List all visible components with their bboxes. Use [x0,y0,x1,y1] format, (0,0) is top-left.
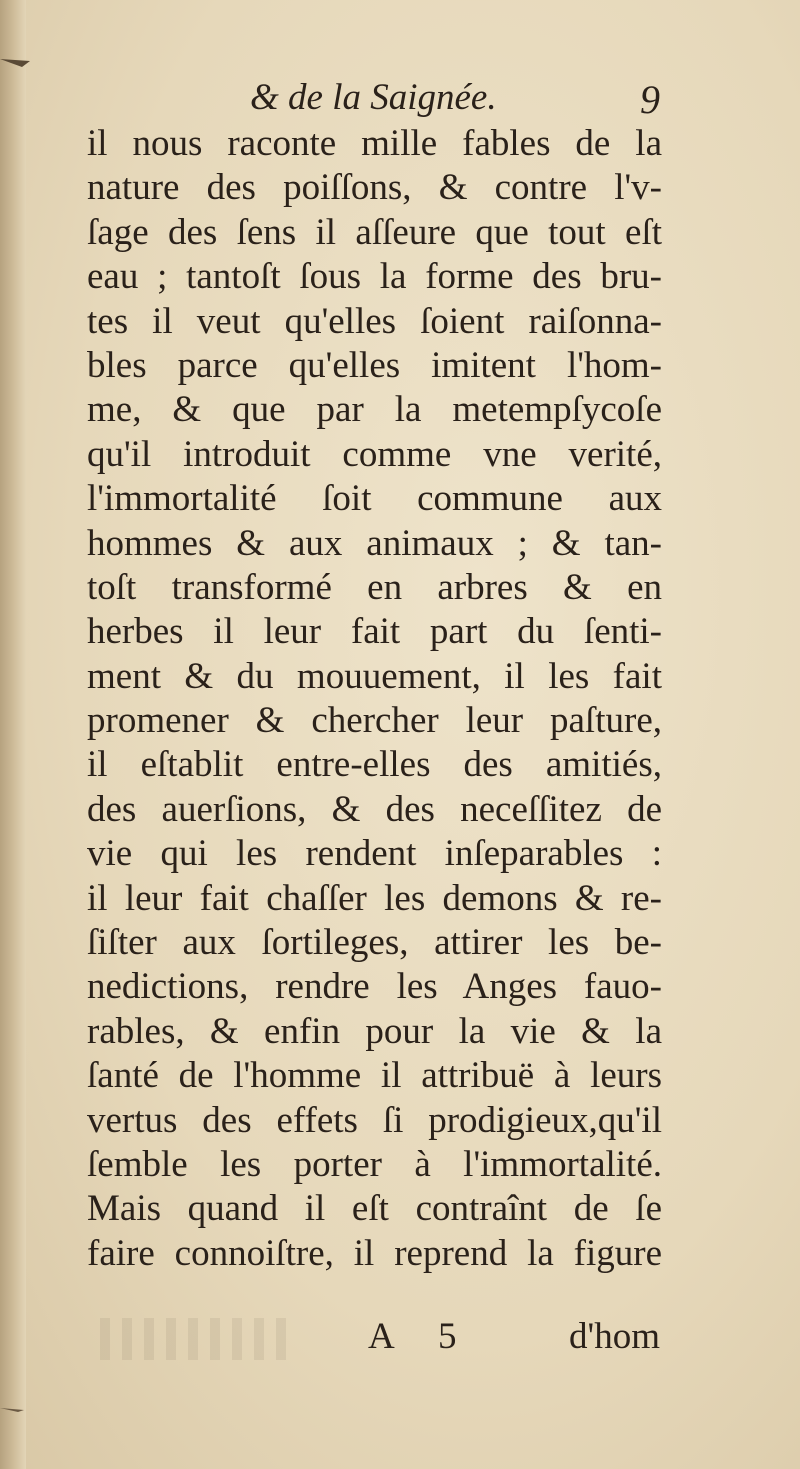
catchword: d'hom [569,1316,660,1357]
text-line: vie qui les rendent inſeparables : [87,833,662,875]
show-through-text [100,1318,290,1360]
text-line: tes il veut qu'elles ſoient raiſonna- [87,300,662,342]
body-text [87,122,662,1276]
signature-letter: A [368,1316,395,1357]
text-line: ſemble les porter à l'immortalité. [87,1143,662,1185]
text-line: ſage des ſens il aſſeure que tout eſt [87,211,662,253]
text-line: faire connoiſtre, il reprend la figure [87,1232,662,1274]
text-line: vertus des effets ſi prodigieux,qu'il [87,1099,662,1141]
running-title: & de la Saignée. [250,77,497,118]
text-line: eau ; tantoſt ſous la forme des bru- [87,256,662,298]
page-gutter [0,0,26,1469]
text-line: herbes il leur fait part du ſenti- [87,611,662,653]
text-line: ſiſter aux ſortileges, attirer les be- [87,922,662,964]
text-line: qu'il introduit comme vne verité, [87,433,662,475]
signature-line [360,1315,660,1363]
text-line: Mais quand il eſt contraînt de ſe [87,1188,662,1230]
text-line: bles parce qu'elles imitent l'hom- [87,344,662,386]
text-line: nature des poiſſons, & contre l'v- [87,167,662,209]
text-line: promener & chercher leur paſture, [87,700,662,742]
margin-mark [0,1405,30,1413]
text-line: il nous raconte mille fables de la [87,123,662,164]
text-line: toſt transformé en arbres & en [87,566,662,608]
text-line: me, & que par la metempſycoſe [87,389,662,431]
signature-number: 5 [438,1316,457,1357]
text-line: nedictions, rendre les Anges fauo- [87,966,662,1008]
binding-thread [0,55,36,69]
text-line: il leur fait chaſſer les demons & re- [87,877,662,919]
page-number: 9 [640,77,660,122]
text-line: hommes & aux animaux ; & tan- [87,522,662,564]
text-line: l'immortalité ſoit commune aux [87,478,662,520]
text-line: ment & du mouuement, il les fait [87,655,662,697]
text-line: il eſtablit entre-elles des amitiés, [87,744,662,786]
running-head [250,76,660,126]
text-line: des auerſions, & des neceſſitez de [87,788,662,830]
text-line: ſanté de l'homme il attribuë à leurs [87,1055,662,1097]
text-line: rables, & enfin pour la vie & la [87,1010,662,1052]
